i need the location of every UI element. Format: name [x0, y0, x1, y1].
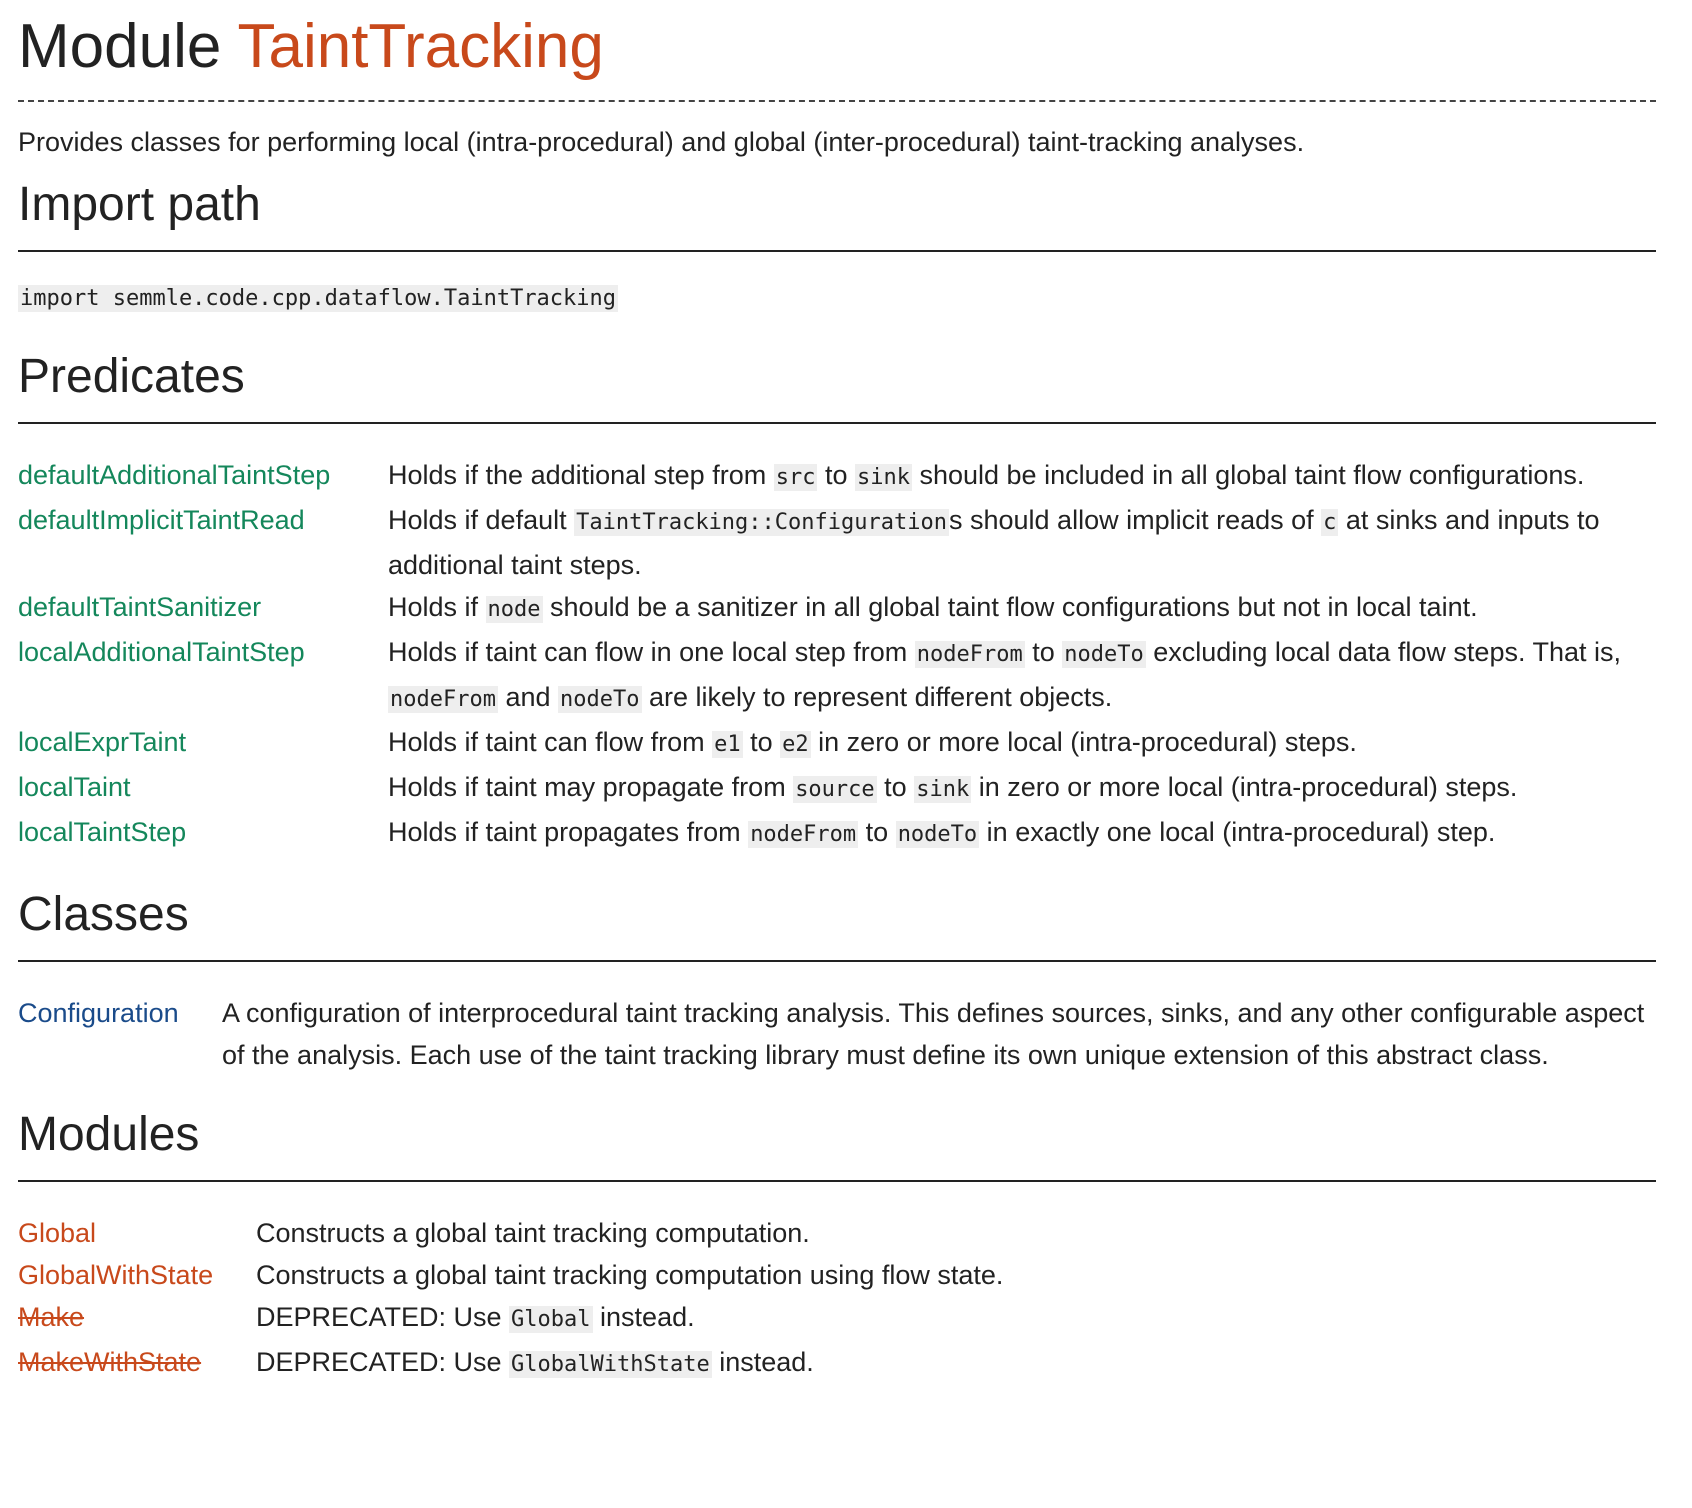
title-kind: Module — [18, 12, 222, 81]
description-text: Holds if the additional step from — [388, 460, 774, 490]
inline-code: nodeFrom — [750, 822, 857, 847]
predicate-description — [388, 721, 1656, 766]
class-link-configuration[interactable]: Configuration — [18, 998, 179, 1028]
description-text: excluding local data flow steps. That is, — [1145, 637, 1622, 667]
inline-code: e1 — [714, 732, 741, 757]
predicate-name-cell — [18, 499, 388, 586]
predicate-description — [388, 586, 1656, 631]
inline-code: TaintTracking::Configuration — [576, 510, 947, 535]
title-divider — [18, 100, 1656, 102]
page-title — [18, 0, 1656, 84]
description-text: to — [858, 817, 896, 847]
description-text: to — [876, 772, 915, 802]
class-row — [18, 992, 1656, 1076]
predicate-link-local-taint-step[interactable]: localTaintStep — [18, 817, 187, 847]
description-text: Holds if taint propagates from — [388, 817, 749, 847]
inline-code: nodeTo — [897, 822, 978, 847]
predicates-heading: Predicates — [18, 350, 245, 403]
inline-code: sink — [856, 465, 910, 490]
description-text: to — [817, 460, 855, 490]
module-link-global-with-state[interactable]: GlobalWithState — [18, 1260, 214, 1290]
inline-code: nodeTo — [560, 687, 640, 712]
predicate-description — [388, 454, 1656, 499]
predicate-row — [18, 811, 1656, 856]
predicate-row — [18, 586, 1656, 631]
module-name-cell — [18, 1296, 256, 1341]
import-path-heading: Import path — [18, 178, 261, 231]
predicate-row — [18, 721, 1656, 766]
description-text: Holds if taint may propagate from — [388, 772, 794, 802]
predicate-row — [18, 454, 1656, 499]
description-text: to — [1024, 637, 1063, 667]
modules-heading: Modules — [18, 1108, 200, 1161]
inline-code: GlobalWithState — [511, 1352, 710, 1377]
inline-code: node — [487, 597, 541, 622]
inline-code: e2 — [782, 732, 809, 757]
inline-code: nodeFrom — [390, 687, 496, 712]
classes-table — [18, 992, 1656, 1076]
description-text: DEPRECATED: Use — [256, 1347, 510, 1377]
predicate-name-cell — [18, 631, 388, 721]
description-text: should be a sanitizer in all global taint flow configurations but not in local taint. — [542, 592, 1478, 622]
description-text: at sinks and inputs to additional taint steps. — [388, 505, 1600, 580]
description-text: and — [497, 682, 559, 712]
description-text: Holds if default — [388, 505, 575, 535]
description-text: instead. — [711, 1347, 814, 1377]
module-row — [18, 1341, 1656, 1386]
module-link-global[interactable]: Global — [18, 1218, 97, 1248]
description-text: instead. — [592, 1302, 695, 1332]
description-text: Constructs a global taint tracking computation using flow state. — [256, 1260, 1004, 1290]
description-text: A configuration of interprocedural taint tracking analysis. This defines sources, sinks, and any other configurable aspect of the analysis. Each use of the taint tracking library must define its own unique extension of this abstract class. — [222, 998, 1645, 1070]
module-description — [256, 1254, 1656, 1296]
inline-code: sink — [916, 777, 970, 802]
inline-code: nodeTo — [1064, 642, 1144, 667]
class-description — [222, 992, 1656, 1076]
predicate-link-local-expr-taint[interactable]: localExprTaint — [18, 727, 187, 757]
module-name-cell — [18, 1341, 256, 1386]
predicate-name-cell — [18, 766, 388, 811]
module-description — [256, 1341, 1656, 1386]
inline-code: c — [1323, 510, 1337, 535]
predicate-name-cell — [18, 811, 388, 856]
predicate-link-default-additional-taint-step[interactable]: defaultAdditionalTaintStep — [18, 460, 331, 490]
predicates-divider — [18, 422, 1656, 424]
class-name-cell — [18, 992, 222, 1076]
inline-code: src — [775, 465, 816, 490]
predicate-name-cell — [18, 721, 388, 766]
predicate-description — [388, 631, 1656, 721]
module-link-make-with-state[interactable]: MakeWithState — [18, 1347, 202, 1377]
module-description — [256, 1212, 1656, 1254]
predicate-link-default-implicit-taint-read[interactable]: defaultImplicitTaintRead — [18, 505, 305, 535]
module-name-cell — [18, 1254, 256, 1296]
predicate-link-default-taint-sanitizer[interactable]: defaultTaintSanitizer — [18, 592, 262, 622]
module-intro: Provides classes for performing local (intra-procedural) and global (inter-procedural) taint-tracking analyses. — [18, 127, 1305, 157]
module-description — [256, 1296, 1656, 1341]
description-text: in zero or more local (intra-procedural) steps. — [971, 772, 1518, 802]
description-text: Holds if taint can flow from — [388, 727, 713, 757]
description-text: Holds if — [388, 592, 486, 622]
module-name-cell — [18, 1212, 256, 1254]
description-text: Constructs a global taint tracking computation. — [256, 1218, 810, 1248]
import-path-divider — [18, 250, 1656, 252]
predicate-description — [388, 499, 1656, 586]
predicate-description — [388, 811, 1656, 856]
module-row — [18, 1212, 1656, 1254]
predicate-name-cell — [18, 454, 388, 499]
predicate-link-local-additional-taint-step[interactable]: localAdditionalTaintStep — [18, 637, 305, 667]
inline-code: nodeFrom — [916, 642, 1023, 667]
classes-heading: Classes — [18, 888, 189, 941]
modules-divider — [18, 1180, 1656, 1182]
predicates-table — [18, 454, 1656, 856]
predicate-description — [388, 766, 1656, 811]
description-text: should be included in all global taint flow configurations. — [911, 460, 1585, 490]
description-text: are likely to represent different objects. — [641, 682, 1113, 712]
inline-code: Global — [511, 1307, 591, 1332]
import-path — [18, 286, 1656, 326]
classes-divider — [18, 960, 1656, 962]
predicate-row — [18, 766, 1656, 811]
predicate-link-local-taint[interactable]: localTaint — [18, 772, 131, 802]
description-text: in exactly one local (intra-procedural) step. — [979, 817, 1496, 847]
description-text: s should allow implicit reads of — [948, 505, 1322, 535]
import-path-code: import semmle.code.cpp.dataflow.TaintTracking — [20, 286, 617, 311]
description-text: in zero or more local (intra-procedural) steps. — [810, 727, 1357, 757]
description-text: to — [742, 727, 781, 757]
module-row — [18, 1254, 1656, 1296]
modules-table — [18, 1212, 1656, 1386]
inline-code: source — [795, 777, 875, 802]
predicate-name-cell — [18, 586, 388, 631]
description-text: DEPRECATED: Use — [256, 1302, 510, 1332]
module-row — [18, 1296, 1656, 1341]
description-text: Holds if taint can flow in one local step from — [388, 637, 915, 667]
predicate-row — [18, 631, 1656, 721]
module-link-make[interactable]: Make — [18, 1302, 85, 1332]
title-module-name: TaintTracking — [237, 12, 604, 81]
predicate-row — [18, 499, 1656, 586]
